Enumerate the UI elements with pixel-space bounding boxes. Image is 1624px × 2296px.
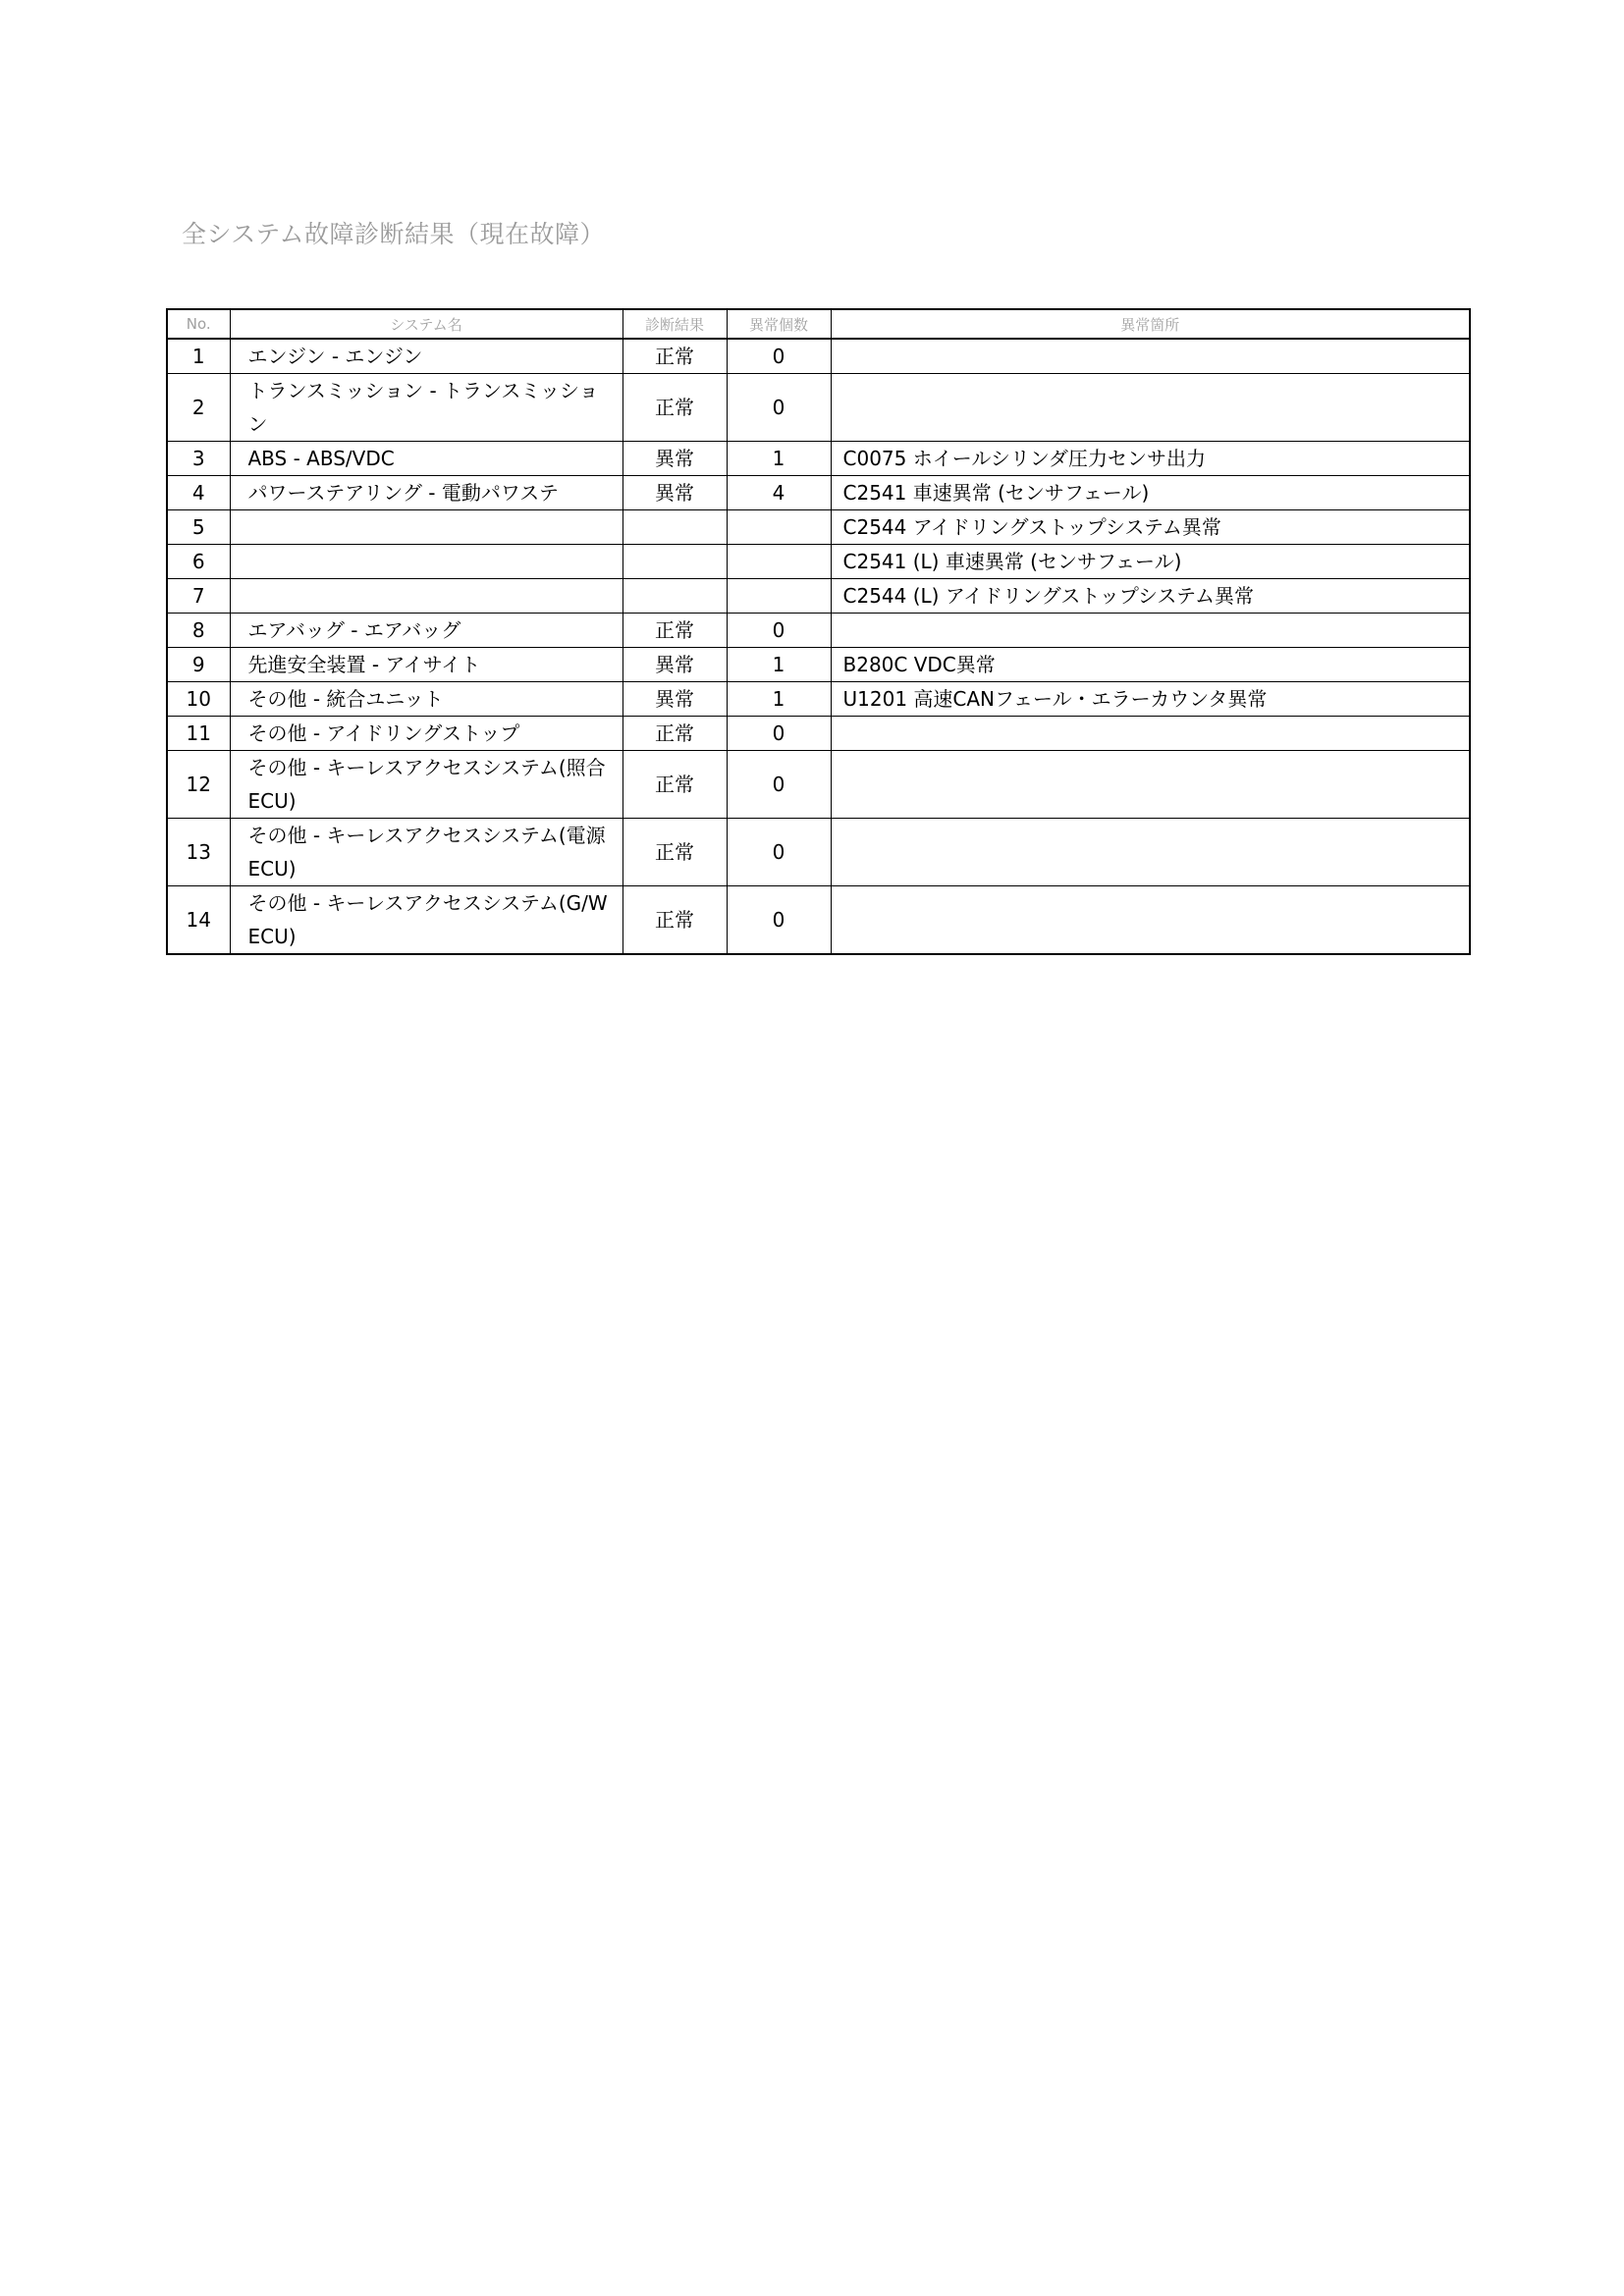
system-name-text: パワーステアリング - 電動パワステ — [247, 481, 559, 505]
cell-result — [623, 545, 727, 579]
cell-system — [230, 614, 623, 648]
cell-result: 異常 — [623, 442, 727, 476]
system-name-text: その他 - 統合ユニット — [247, 687, 444, 711]
cell-location — [831, 374, 1470, 442]
table-row — [167, 374, 1470, 442]
cell-no: 8 — [167, 614, 230, 648]
system-name-text: エアバッグ - エアバッグ — [247, 618, 461, 642]
system-name-text: その他 - アイドリングストップ — [247, 721, 520, 745]
cell-no: 2 — [167, 374, 230, 442]
cell-no: 1 — [167, 339, 230, 374]
cell-location — [831, 339, 1470, 374]
cell-count — [727, 545, 831, 579]
table-row — [167, 476, 1470, 510]
table-row — [167, 886, 1470, 955]
header-system: システム名 — [230, 309, 623, 339]
page-title: 全システム故障診断結果（現在故障） — [182, 220, 606, 248]
cell-result: 正常 — [623, 339, 727, 374]
cell-result: 異常 — [623, 682, 727, 717]
cell-no: 11 — [167, 717, 230, 751]
cell-count — [727, 510, 831, 545]
cell-result: 正常 — [623, 819, 727, 886]
cell-count: 1 — [727, 442, 831, 476]
table-row — [167, 614, 1470, 648]
cell-count — [727, 579, 831, 614]
cell-count: 0 — [727, 751, 831, 819]
cell-result — [623, 579, 727, 614]
cell-location — [831, 819, 1470, 886]
cell-no: 5 — [167, 510, 230, 545]
table-row — [167, 717, 1470, 751]
cell-location: C2544 アイドリングストップシステム異常 — [831, 510, 1470, 545]
cell-result: 正常 — [623, 614, 727, 648]
header-location: 異常箇所 — [831, 309, 1470, 339]
table-row — [167, 545, 1470, 579]
cell-no: 4 — [167, 476, 230, 510]
diagnosis-table — [166, 308, 1471, 955]
cell-count: 0 — [727, 374, 831, 442]
cell-count: 1 — [727, 682, 831, 717]
header-no: No. — [167, 309, 230, 339]
cell-system — [230, 339, 623, 374]
cell-count: 0 — [727, 819, 831, 886]
header-result: 診断結果 — [623, 309, 727, 339]
system-name-text: その他 - キーレスアクセスシステム(照合 ECU) — [247, 756, 606, 813]
cell-result: 異常 — [623, 476, 727, 510]
cell-no: 3 — [167, 442, 230, 476]
cell-system — [230, 476, 623, 510]
cell-system — [230, 717, 623, 751]
cell-system — [230, 442, 623, 476]
table-row — [167, 442, 1470, 476]
cell-location: U1201 高速CANフェール・エラーカウンタ異常 — [831, 682, 1470, 717]
cell-result: 正常 — [623, 886, 727, 955]
cell-result: 正常 — [623, 374, 727, 442]
cell-result: 正常 — [623, 751, 727, 819]
cell-no: 13 — [167, 819, 230, 886]
table-row — [167, 819, 1470, 886]
cell-system — [230, 648, 623, 682]
cell-location: B280C VDC異常 — [831, 648, 1470, 682]
system-name-text: エンジン - エンジン — [247, 345, 423, 368]
cell-location: C0075 ホイールシリンダ圧力センサ出力 — [831, 442, 1470, 476]
table-header-row — [167, 309, 1470, 339]
system-name-text: その他 - キーレスアクセスシステム(電源 ECU) — [247, 824, 606, 881]
cell-count: 0 — [727, 886, 831, 955]
cell-no: 10 — [167, 682, 230, 717]
cell-no: 7 — [167, 579, 230, 614]
cell-location — [831, 751, 1470, 819]
table-row — [167, 682, 1470, 717]
cell-no: 6 — [167, 545, 230, 579]
cell-system — [230, 510, 623, 545]
cell-system — [230, 751, 623, 819]
cell-no: 9 — [167, 648, 230, 682]
cell-count: 4 — [727, 476, 831, 510]
cell-location — [831, 717, 1470, 751]
cell-no: 12 — [167, 751, 230, 819]
system-name-text: その他 - キーレスアクセスシステム(G/W ECU) — [247, 891, 608, 948]
table-row — [167, 339, 1470, 374]
cell-system — [230, 374, 623, 442]
cell-location: C2541 (L) 車速異常 (センサフェール) — [831, 545, 1470, 579]
cell-result: 異常 — [623, 648, 727, 682]
table-row — [167, 510, 1470, 545]
table-row — [167, 579, 1470, 614]
cell-system — [230, 819, 623, 886]
table-row — [167, 751, 1470, 819]
system-name-text: トランスミッション - トランスミッション — [247, 379, 599, 436]
system-name-text: 先進安全装置 - アイサイト — [247, 653, 481, 676]
cell-system — [230, 579, 623, 614]
cell-result — [623, 510, 727, 545]
cell-location — [831, 614, 1470, 648]
cell-system — [230, 545, 623, 579]
cell-count: 0 — [727, 339, 831, 374]
cell-location — [831, 886, 1470, 955]
cell-location: C2541 車速異常 (センサフェール) — [831, 476, 1470, 510]
cell-count: 0 — [727, 717, 831, 751]
cell-no: 14 — [167, 886, 230, 955]
cell-result: 正常 — [623, 717, 727, 751]
cell-location: C2544 (L) アイドリングストップシステム異常 — [831, 579, 1470, 614]
cell-count: 1 — [727, 648, 831, 682]
cell-count: 0 — [727, 614, 831, 648]
table-row — [167, 648, 1470, 682]
header-count: 異常個数 — [727, 309, 831, 339]
system-name-text: ABS - ABS/VDC — [247, 447, 395, 470]
cell-system — [230, 886, 623, 955]
cell-system — [230, 682, 623, 717]
